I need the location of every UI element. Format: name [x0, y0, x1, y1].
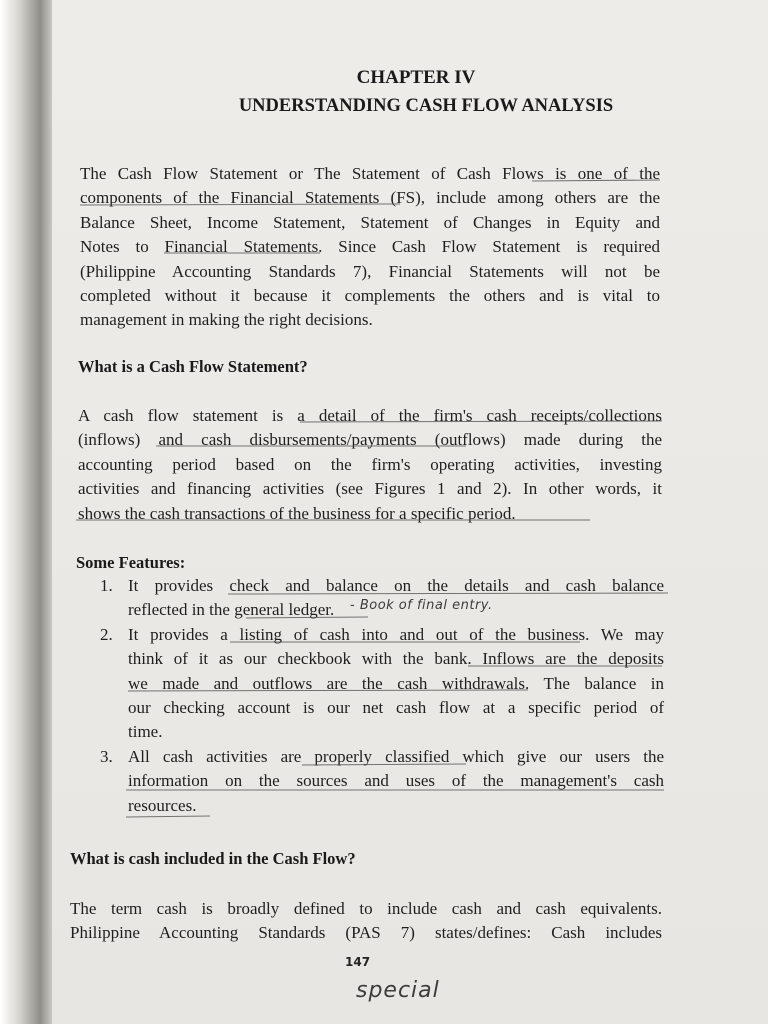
- section-heading-cash-flow-statement: What is a Cash Flow Statement?: [78, 357, 308, 376]
- chapter-title: UNDERSTANDING CASH FLOW ANALYSIS: [238, 96, 614, 116]
- feature-line: think of it as our checkbook with the bank. Inflows are the deposits: [128, 649, 664, 669]
- feature-line: information on the sources and uses of the management's cash: [128, 771, 664, 791]
- intro-paragraph: [80, 162, 660, 333]
- feature-line: our checking account is our net cash flow at a specific period of: [128, 698, 664, 718]
- section1-paragraph: [78, 404, 662, 526]
- intro-line: The Cash Flow Statement or The Statement of Cash Flows is one of the: [80, 164, 660, 183]
- intro-line: Notes to Financial Statements. Since Cash Flow Statement is required: [80, 237, 660, 257]
- intro-line: Balance Sheet, Income Statement, Statement of Changes in Equity and: [80, 212, 660, 232]
- feature-number: 2.: [100, 624, 113, 644]
- feature-number: 1.: [100, 576, 113, 595]
- intro-line: completed without it because it complements the others and is vital to: [80, 286, 660, 306]
- features-heading: Some Features:: [76, 553, 186, 572]
- feature-line: It provides a listing of cash into and out of the business. We may: [128, 624, 664, 644]
- feature-line: time.: [128, 722, 163, 742]
- intro-line: management in making the right decisions.: [80, 310, 373, 330]
- section2-line: The term cash is broadly defined to include cash and cash equivalents.: [70, 899, 662, 918]
- section1-line: A cash flow statement is a detail of the firm's cash receipts/collections: [78, 406, 662, 425]
- section1-line: activities and financing activities (see Figures 1 and 2). In other words, it: [78, 479, 662, 499]
- feature-number: 3.: [100, 746, 113, 766]
- section1-line: accounting period based on the firm's operating activities, investing: [78, 454, 662, 474]
- section1-line: (inflows) and cash disbursements/payments (outflows) made during the: [78, 430, 662, 450]
- feature-line: All cash activities are properly classified which give our users the: [128, 746, 664, 766]
- handwritten-margin-note: - Book of final entry.: [350, 598, 493, 613]
- section2-paragraph: [70, 897, 662, 946]
- intro-line: (Philippine Accounting Standards 7), Financial Statements will not be: [80, 261, 660, 281]
- feature-item: [100, 745, 664, 818]
- feature-line: resources.: [128, 795, 197, 815]
- page-number: 147: [345, 955, 371, 969]
- feature-line: It provides check and balance on the details and cash balance: [128, 576, 664, 595]
- feature-line: we made and outflows are the cash withdrawals. The balance in: [128, 673, 664, 693]
- section-heading-cash-included: What is cash included in the Cash Flow?: [70, 849, 356, 868]
- feature-item: [100, 623, 664, 745]
- book-binding-shadow: [0, 0, 56, 1024]
- chapter-number: CHAPTER IV: [356, 67, 476, 88]
- section2-line: Philippine Accounting Standards (PAS 7) states/defines: Cash includes: [70, 923, 662, 943]
- section1-line: shows the cash transactions of the business for a specific period.: [78, 503, 516, 523]
- handwritten-bottom-note: special: [356, 978, 440, 1003]
- feature-line: reflected in the general ledger.: [128, 600, 335, 620]
- intro-line: components of the Financial Statements (FS), include among others are the: [80, 188, 660, 208]
